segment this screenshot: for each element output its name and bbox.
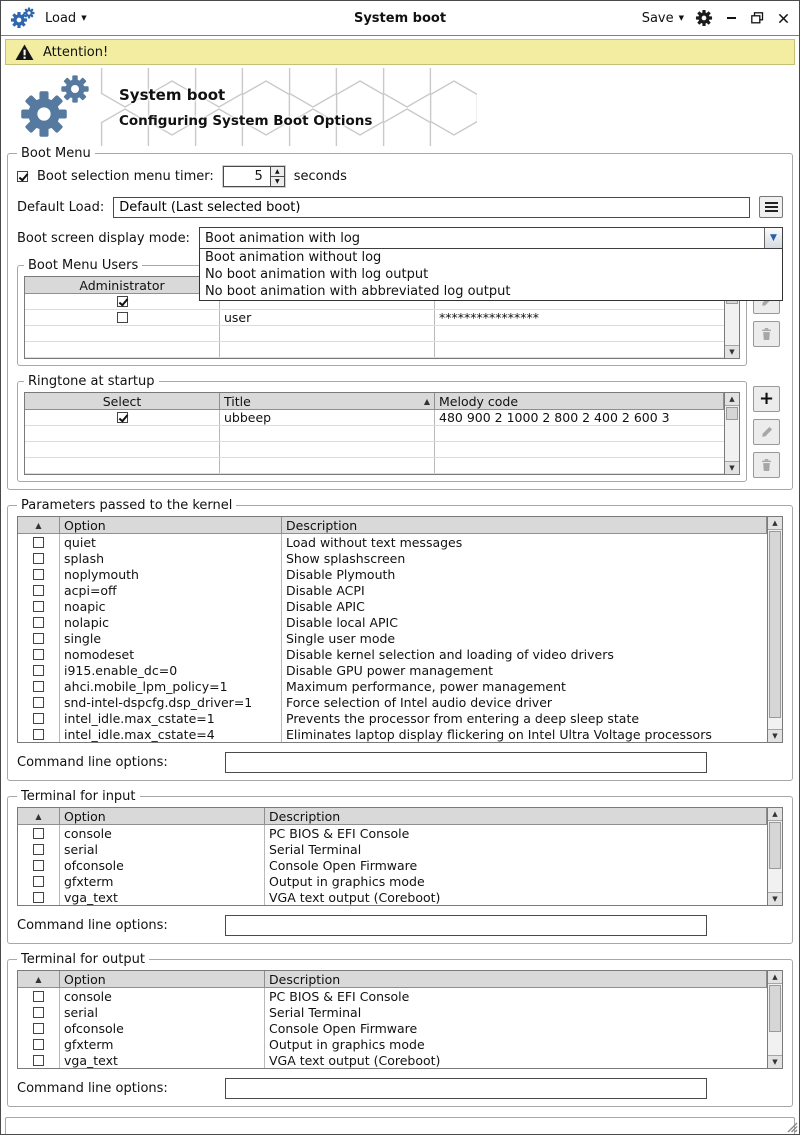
terminal-output-group [7, 952, 793, 1107]
save-menu-label: Save [641, 10, 674, 26]
sort-asc-icon: ▲ [35, 974, 42, 984]
param-description: Disable Plymouth [286, 566, 396, 582]
tin-description: Console Open Firmware [269, 857, 418, 873]
ringtone-group [17, 374, 747, 482]
kernel-params-header-row [18, 517, 767, 534]
tin-option: console [60, 825, 265, 841]
kernel-param-row[interactable] [18, 646, 767, 662]
param-description: Single user mode [286, 630, 396, 646]
combobox-field[interactable] [199, 227, 783, 249]
param-checkbox-cell[interactable] [18, 662, 60, 678]
minimize-button[interactable] [724, 11, 739, 26]
terminal-input-table [17, 807, 783, 906]
warning-icon [15, 44, 34, 61]
terminal-input-row[interactable] [18, 841, 767, 857]
scroll-track[interactable] [768, 984, 782, 1055]
tout-checkbox[interactable] [33, 991, 44, 1002]
terminal-output-legend: Terminal for output [21, 952, 145, 967]
timer-unit-label: seconds [293, 169, 347, 184]
terminal-output-cmdline-row [17, 1078, 783, 1099]
tout-description: PC BIOS & EFI Console [269, 988, 410, 1004]
kernel-param-row[interactable] [18, 726, 767, 742]
tin-checkbox[interactable] [33, 828, 44, 839]
param-checkbox-cell[interactable] [18, 534, 60, 550]
param-option: splash [60, 550, 282, 566]
kernel-param-row[interactable] [18, 710, 767, 726]
ringtone-actions [753, 374, 783, 478]
param-checkbox-cell[interactable] [18, 646, 60, 662]
kernel-param-row[interactable] [18, 678, 767, 694]
tout-checkbox[interactable] [33, 1039, 44, 1050]
timer-row [17, 166, 783, 187]
tout-checkbox[interactable] [33, 1007, 44, 1018]
terminal-input-row[interactable] [18, 825, 767, 841]
maximize-button[interactable] [750, 11, 765, 26]
boot-menu-group [7, 146, 793, 490]
kernel-cmdline-input[interactable] [225, 752, 707, 773]
param-checkbox[interactable] [33, 697, 44, 708]
save-menu-button[interactable] [642, 11, 684, 26]
menu-icon [765, 202, 778, 204]
scroll-up-icon[interactable]: ▲ [725, 393, 739, 406]
param-description: Force selection of Intel audio device driver [286, 694, 553, 710]
tout-description: Console Open Firmware [269, 1020, 418, 1036]
admin-checkbox-cell[interactable] [25, 310, 220, 325]
terminal-output-row[interactable] [18, 988, 767, 1004]
trash-icon [760, 458, 773, 472]
ringtone-col-melody[interactable]: Melody code [435, 393, 724, 410]
add-ringtone-button[interactable] [753, 386, 780, 412]
tout-option: gfxterm [60, 1036, 265, 1052]
user-name-cell: user [220, 310, 435, 325]
ringtone-legend: Ringtone at startup [28, 374, 155, 389]
default-load-input[interactable] [113, 197, 750, 218]
param-option: ahci.mobile_lpm_policy=1 [60, 678, 282, 694]
param-checkbox[interactable] [33, 633, 44, 644]
timer-checkbox[interactable] [17, 171, 28, 182]
tout-checkbox-cell[interactable] [18, 1004, 60, 1020]
tin-option: serial [60, 841, 265, 857]
kernel-params-body [18, 517, 767, 742]
dropdown-option[interactable]: Boot animation without log [204, 250, 382, 265]
param-option: intel_idle.max_cstate=4 [60, 726, 282, 742]
table-row-empty [25, 326, 724, 342]
tout-checkbox-cell[interactable] [18, 1036, 60, 1052]
scroll-thumb[interactable] [769, 531, 781, 718]
param-checkbox-cell[interactable] [18, 598, 60, 614]
minimize-icon [727, 17, 736, 19]
param-checkbox-cell[interactable] [18, 678, 60, 694]
resize-grip[interactable] [784, 1119, 798, 1133]
terminal-output-table [17, 970, 783, 1069]
header-info [119, 86, 372, 129]
ringtone-melody-cell: 480 900 2 1000 2 800 2 400 2 600 3 [439, 410, 670, 425]
kernel-params-legend: Parameters passed to the kernel [21, 498, 233, 513]
terminal-input-row[interactable] [18, 889, 767, 905]
gears-header-icon [17, 74, 93, 140]
table-row-empty [25, 442, 724, 458]
param-description: Eliminates laptop display flickering on Intel Ultra Voltage processors [286, 726, 712, 742]
tin-checkbox[interactable] [33, 860, 44, 871]
param-description: Disable APIC [286, 598, 365, 614]
kernel-param-row[interactable] [18, 534, 767, 550]
terminal-output-row[interactable] [18, 1052, 767, 1068]
users-col-administrator[interactable]: Administrator [25, 277, 220, 294]
tin-cmdline-label: Command line options: [17, 918, 168, 933]
param-description: Disable ACPI [286, 582, 365, 598]
tin-description: PC BIOS & EFI Console [269, 825, 410, 841]
default-load-menu-button[interactable] [759, 196, 783, 218]
boot-users-legend: Boot Menu Users [28, 258, 139, 273]
param-description: Maximum performance, power management [286, 678, 566, 694]
param-checkbox[interactable] [33, 617, 44, 628]
param-description: Disable GPU power management [286, 662, 494, 678]
param-checkbox[interactable] [33, 729, 44, 740]
tout-col-option[interactable]: Option [60, 971, 265, 988]
tin-description: Output in graphics mode [269, 873, 425, 889]
terminal-output-row[interactable] [18, 1020, 767, 1036]
tin-checkbox-cell[interactable] [18, 841, 60, 857]
sort-asc-icon: ▲ [35, 520, 42, 530]
dropdown-option[interactable]: No boot animation with abbreviated log output [204, 284, 511, 299]
trash-icon [760, 327, 773, 341]
title-bar-right [446, 9, 791, 27]
tout-description: Serial Terminal [269, 1004, 362, 1020]
param-checkbox-cell[interactable] [18, 566, 60, 582]
admin-checkbox-cell[interactable] [25, 294, 220, 309]
tin-checkbox-cell[interactable] [18, 873, 60, 889]
tout-description: Output in graphics mode [269, 1036, 425, 1052]
kernel-col-check[interactable] [18, 517, 60, 534]
terminal-input-legend: Terminal for input [21, 789, 136, 804]
param-description: Show splashscreen [286, 550, 406, 566]
param-description: Disable local APIC [286, 614, 398, 630]
gears-app-icon [9, 6, 35, 30]
tin-option: ofconsole [60, 857, 265, 873]
param-option: noplymouth [60, 566, 282, 582]
ringtone-col-title[interactable]: Title ▲ [220, 393, 435, 410]
add-icon: + [758, 388, 775, 409]
ringtone-header-row [25, 393, 724, 410]
terminal-output-body [18, 971, 767, 1068]
param-checkbox[interactable] [33, 569, 44, 580]
page-header [1, 68, 799, 146]
tin-checkbox-cell[interactable] [18, 825, 60, 841]
param-description: Prevents the processor from entering a deep sleep state [286, 710, 640, 726]
timer-spinner[interactable] [223, 166, 285, 187]
param-checkbox[interactable] [33, 681, 44, 692]
default-load-label: Default Load: [17, 199, 105, 215]
terminal-output-row[interactable] [18, 1004, 767, 1020]
kernel-param-row[interactable] [18, 582, 767, 598]
ringtone-title-cell: ubbeep [220, 410, 435, 425]
tin-col-check[interactable] [18, 808, 60, 825]
admin-checkbox[interactable] [117, 296, 128, 307]
dropdown-arrow-icon[interactable]: ▼ [764, 228, 782, 248]
scroll-thumb[interactable] [769, 822, 781, 869]
tin-col-description[interactable]: Description [265, 808, 767, 825]
kernel-param-row[interactable] [18, 550, 767, 566]
page-title: System boot [119, 85, 226, 104]
ringtone-checkbox[interactable] [117, 412, 128, 423]
tout-col-description[interactable]: Description [265, 971, 767, 988]
param-option: i915.enable_dc=0 [60, 662, 282, 678]
param-checkbox[interactable] [33, 585, 44, 596]
scroll-down-icon[interactable]: ▼ [725, 345, 739, 358]
kernel-param-row[interactable] [18, 662, 767, 678]
tout-option: serial [60, 1004, 265, 1020]
ringtone-section [17, 374, 783, 482]
ringtone-scrollbar[interactable] [724, 393, 739, 474]
param-checkbox-cell[interactable] [18, 726, 60, 742]
terminal-output-row[interactable] [18, 1036, 767, 1052]
param-description: Disable kernel selection and loading of video drivers [286, 646, 614, 662]
spinner-arrows [270, 167, 284, 186]
tout-cmdline-input[interactable] [225, 1078, 707, 1099]
param-checkbox-cell[interactable] [18, 694, 60, 710]
terminal-input-row[interactable] [18, 873, 767, 889]
table-row-empty [25, 342, 724, 358]
kernel-param-row[interactable] [18, 694, 767, 710]
warning-banner [5, 39, 795, 65]
kernel-param-row[interactable] [18, 614, 767, 630]
tin-checkbox[interactable] [33, 844, 44, 855]
kernel-params-scrollbar[interactable] [767, 517, 782, 742]
param-option: nomodeset [60, 646, 282, 662]
param-checkbox[interactable] [33, 649, 44, 660]
scroll-down-icon[interactable]: ▼ [768, 892, 782, 905]
param-option: quiet [60, 534, 282, 550]
display-mode-label: Boot screen display mode: [17, 230, 190, 246]
page-subtitle: Configuring System Boot Options [119, 112, 373, 129]
dropdown-option[interactable]: No boot animation with log output [204, 267, 429, 282]
user-password-cell: **************** [439, 310, 539, 325]
timer-value: 5 [254, 169, 263, 184]
delete-ringtone-button[interactable] [753, 452, 780, 478]
scroll-track[interactable] [768, 530, 782, 729]
param-checkbox[interactable] [33, 665, 44, 676]
kernel-param-row[interactable] [18, 598, 767, 614]
tin-description: Serial Terminal [269, 841, 362, 857]
display-mode-combobox[interactable] [199, 227, 783, 299]
kernel-params-group [7, 498, 793, 781]
param-checkbox[interactable] [33, 601, 44, 612]
table-row-empty [25, 426, 724, 442]
kernel-param-row[interactable] [18, 630, 767, 646]
param-checkbox[interactable] [33, 537, 44, 548]
status-bar [5, 1117, 795, 1135]
terminal-output-header-row [18, 971, 767, 988]
tin-option: gfxterm [60, 873, 265, 889]
maximize-icon [751, 12, 764, 24]
param-checkbox-cell[interactable] [18, 550, 60, 566]
param-option: acpi=off [60, 582, 282, 598]
tin-checkbox-cell[interactable] [18, 889, 60, 905]
tin-checkbox-cell[interactable] [18, 857, 60, 873]
close-icon [778, 13, 789, 24]
tout-checkbox-cell[interactable] [18, 1020, 60, 1036]
param-checkbox-cell[interactable] [18, 582, 60, 598]
tout-cmdline-label: Command line options: [17, 1081, 168, 1096]
tin-cmdline-input[interactable] [225, 915, 707, 936]
tout-checkbox-cell[interactable] [18, 1052, 60, 1068]
title-bar [1, 1, 799, 36]
boot-menu-legend: Boot Menu [21, 146, 91, 161]
kernel-col-option[interactable]: Option [60, 517, 282, 534]
display-mode-selected: Boot animation with log [204, 230, 361, 246]
delete-user-button[interactable] [753, 321, 780, 347]
tin-description: VGA text output (Coreboot) [269, 889, 441, 905]
param-option: nolapic [60, 614, 282, 630]
tout-option: ofconsole [60, 1020, 265, 1036]
terminal-input-cmdline-row [17, 915, 783, 936]
ringtone-col-select[interactable]: Select [25, 393, 220, 410]
scroll-up-icon[interactable]: ▲ [768, 517, 782, 530]
tin-checkbox[interactable] [33, 876, 44, 887]
admin-checkbox[interactable] [117, 312, 128, 323]
param-checkbox-cell[interactable] [18, 614, 60, 630]
ringtone-checkbox-cell[interactable] [25, 410, 220, 425]
timer-label: Boot selection menu timer: [37, 169, 214, 184]
tout-description: VGA text output (Coreboot) [269, 1052, 441, 1068]
spinner-up-icon[interactable]: ▲ [271, 167, 284, 177]
param-checkbox-cell[interactable] [18, 710, 60, 726]
table-row-empty [25, 458, 724, 474]
param-checkbox[interactable] [33, 553, 44, 564]
sort-asc-icon: ▲ [423, 396, 430, 406]
param-checkbox-cell[interactable] [18, 630, 60, 646]
tin-checkbox[interactable] [33, 892, 44, 903]
tin-col-option[interactable]: Option [60, 808, 265, 825]
kernel-params-table [17, 516, 783, 743]
window-title: System boot [353, 10, 447, 26]
kernel-cmdline-row [17, 752, 783, 773]
scroll-down-icon[interactable]: ▼ [768, 1055, 782, 1068]
terminal-input-group [7, 789, 793, 944]
param-option: intel_idle.max_cstate=1 [60, 710, 282, 726]
param-option: snd-intel-dspcfg.dsp_driver=1 [60, 694, 282, 710]
title-bar-left [9, 6, 354, 30]
scroll-up-icon[interactable]: ▲ [768, 808, 782, 821]
tout-checkbox[interactable] [33, 1023, 44, 1034]
ringtone-table [24, 392, 740, 475]
load-menu-label: Load [45, 10, 77, 26]
ringtone-body [25, 393, 724, 474]
terminal-input-scrollbar[interactable] [767, 808, 782, 905]
tout-col-check[interactable] [18, 971, 60, 988]
tout-option: console [60, 988, 265, 1004]
param-checkbox[interactable] [33, 713, 44, 724]
scroll-track[interactable] [768, 821, 782, 892]
chevron-down-icon: ▼ [678, 13, 684, 22]
load-menu-button[interactable] [45, 11, 87, 26]
default-load-row [17, 196, 783, 218]
scroll-track[interactable] [725, 406, 739, 461]
chevron-down-icon: ▼ [81, 13, 87, 22]
param-description: Load without text messages [286, 534, 463, 550]
scroll-down-icon[interactable]: ▼ [768, 729, 782, 742]
sort-asc-icon: ▲ [35, 811, 42, 821]
tout-option: vga_text [60, 1052, 265, 1068]
terminal-output-scrollbar[interactable] [767, 971, 782, 1068]
kernel-col-description[interactable]: Description [282, 517, 767, 534]
close-button[interactable] [776, 11, 791, 26]
spinner-down-icon[interactable]: ▼ [274, 177, 280, 185]
settings-gear-icon[interactable] [695, 9, 713, 27]
terminal-input-body [18, 808, 767, 905]
scroll-thumb[interactable] [769, 985, 781, 1032]
ringtone-row[interactable] [25, 410, 724, 426]
param-option: single [60, 630, 282, 646]
terminal-input-row[interactable] [18, 857, 767, 873]
edit-ringtone-button[interactable] [753, 419, 780, 445]
scroll-up-icon[interactable]: ▲ [768, 971, 782, 984]
edit-icon [760, 425, 774, 439]
scroll-down-icon[interactable]: ▼ [725, 461, 739, 474]
display-mode-dropdown [199, 249, 783, 301]
tout-checkbox[interactable] [33, 1055, 44, 1066]
tin-option: vga_text [60, 889, 265, 905]
warning-text: Attention! [43, 44, 109, 60]
scroll-thumb[interactable] [726, 407, 738, 420]
tout-checkbox-cell[interactable] [18, 988, 60, 1004]
kernel-param-row[interactable] [18, 566, 767, 582]
user-row[interactable] [25, 310, 724, 326]
kernel-cmdline-label: Command line options: [17, 755, 168, 770]
param-option: noapic [60, 598, 282, 614]
terminal-input-header-row [18, 808, 767, 825]
